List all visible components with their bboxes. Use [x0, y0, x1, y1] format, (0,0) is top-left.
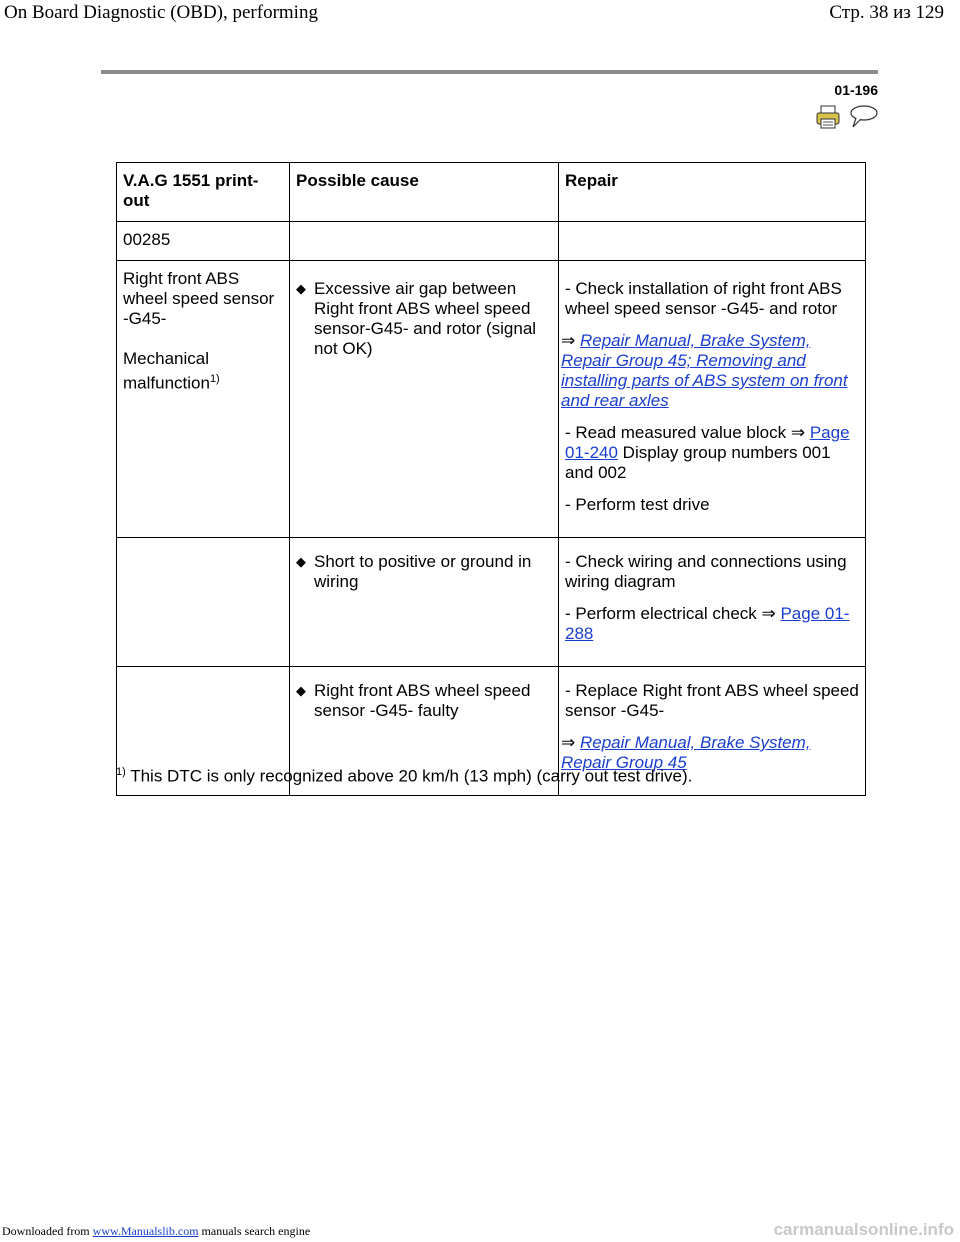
column-header-printout: V.A.G 1551 print-out — [117, 163, 290, 222]
manualslib-link[interactable]: www.Manualslib.com — [92, 1224, 199, 1238]
cause-text: Excessive air gap between Right front ABS wheel speed sensor-G45- and rotor (signal not OK) — [314, 279, 537, 358]
page-link[interactable]: Page 01-288 — [565, 604, 850, 643]
diagnostic-table — [116, 162, 866, 796]
footnote-ref: 1) — [209, 373, 220, 385]
arrow-icon: ⇒ — [561, 733, 576, 752]
diamond-bullet-icon: ◆ — [296, 683, 306, 698]
repair-step: - Perform electrical check ⇒ Page 01-288 — [565, 604, 850, 643]
repair-step: - Check wiring and connections using wiring diagram — [565, 552, 847, 591]
repair-manual-link[interactable]: Repair Manual, Brake System, Repair Group 45 — [561, 733, 811, 772]
empty-cell — [290, 222, 559, 261]
cause-text: Short to positive or ground in wiring — [314, 552, 532, 591]
footnote-text: This DTC is only recognized above 20 km/h (13 mph) (carry out test drive). — [130, 766, 693, 786]
footnote-marker: 1) — [116, 766, 126, 778]
repair-reference — [561, 331, 859, 411]
fault-type: Mechanical malfunction$^{1)}$ — [123, 349, 220, 393]
cause-text: Right front ABS wheel speed sensor -G45- faulty — [314, 681, 531, 720]
empty-cell — [117, 538, 290, 667]
table-header-row — [117, 163, 866, 222]
header-rule — [101, 70, 878, 74]
column-header-cause: Possible cause — [290, 163, 559, 222]
download-note: Downloaded from www.Manualslib.com manuals search engine — [2, 1224, 311, 1238]
document-title: On Board Diagnostic (OBD), performing — [4, 2, 318, 23]
page-counter: Стр. 38 из 129 — [829, 2, 944, 23]
table-row — [117, 538, 866, 667]
repair-step: - Read measured value block ⇒ Page 01-240 Display group numbers 001 and 002 — [565, 423, 850, 482]
speech-bubble-icon[interactable] — [847, 104, 879, 130]
diamond-bullet-icon: ◆ — [296, 554, 306, 569]
column-header-repair: Repair — [559, 163, 866, 222]
footnote — [116, 762, 692, 787]
fault-code: 00285 — [117, 222, 290, 261]
table-row — [117, 261, 866, 538]
empty-cell — [559, 222, 866, 261]
page-header — [0, 0, 960, 28]
repair-manual-link[interactable]: Repair Manual, Brake System, Repair Group 45; Removing and installing parts of ABS system on front and rear axles — [561, 331, 848, 410]
repair-cell — [559, 261, 866, 538]
page-footer — [0, 1222, 960, 1242]
toolbar-icons — [815, 104, 879, 130]
repair-step: - Check installation of right front ABS wheel speed sensor -G45- and rotor — [565, 279, 842, 318]
page-number: 01-196 — [834, 82, 878, 98]
cause-cell — [290, 261, 559, 538]
printout-cell — [117, 261, 290, 538]
repair-step: - Replace Right front ABS wheel speed sensor -G45- — [565, 681, 859, 720]
printer-icon[interactable] — [815, 104, 841, 130]
repair-cell — [559, 538, 866, 667]
cause-cell — [290, 538, 559, 667]
arrow-icon: ⇒ — [561, 331, 576, 350]
diamond-bullet-icon: ◆ — [296, 281, 306, 296]
table-row-code — [117, 222, 866, 261]
component-name: Right front ABS wheel speed sensor -G45- — [123, 269, 275, 328]
brand-watermark: carmanualsonline.info — [773, 1220, 954, 1239]
repair-step: - Perform test drive — [565, 495, 710, 514]
page-link[interactable]: Page 01-240 — [565, 423, 850, 462]
